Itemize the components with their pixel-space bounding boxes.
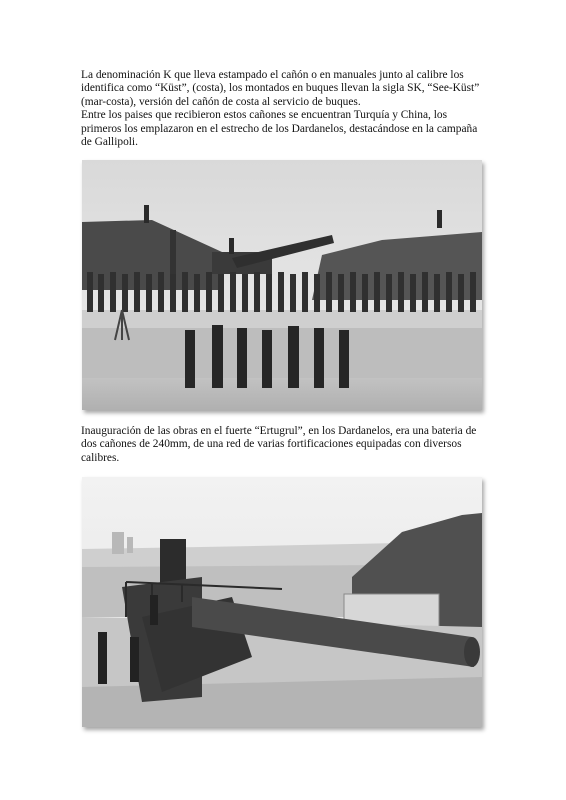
intro-paragraph-1: La denominación K que lleva estampado el cañón o en manuales junto al calibre los identifica como “Küst”, (costa), los montados en buques llevan la sigla SK, “See-Küst” (mar-costa), versión del cañón de costa al servicio de buques.	[81, 69, 480, 108]
photo-fort-ertugrul-inauguration	[82, 160, 482, 410]
caption-text: Inauguración de las obras en el fuerte “Ertugrul”, en los Dardanelos, era una bateria de dos cañones de 240mm, de una red de varias fortificaciones equipadas con diversos calibres.	[81, 425, 477, 464]
intro-paragraph-2: Entre los paises que recibieron estos cañones se encuentran Turquía y China, los primeros los emplazaron en el estrecho de los Dardanelos, destacándose en la campaña de Gallipoli.	[81, 109, 478, 149]
photo-coastal-gun	[82, 477, 482, 727]
intro-text	[81, 69, 486, 149]
photo-fort-ertugrul-image	[82, 160, 482, 410]
photo-caption	[81, 425, 486, 465]
photo-coastal-gun-image	[82, 477, 482, 727]
